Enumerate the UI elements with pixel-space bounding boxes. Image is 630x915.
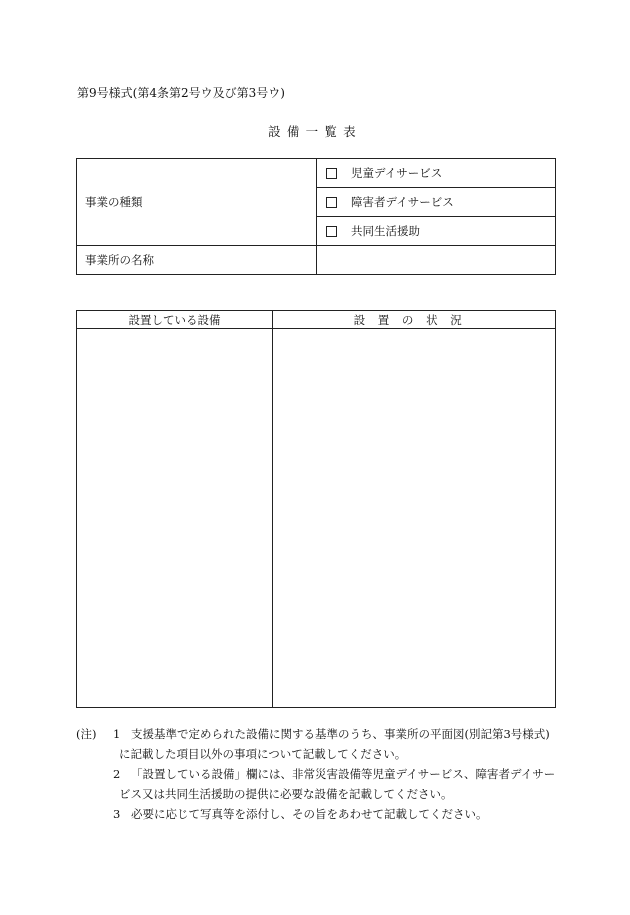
note-text: 「設置している設備」欄には、非常災害設備等児童デイサービス、障害者デイサー — [131, 767, 556, 781]
installation-status-header: 設置の状況 — [273, 311, 556, 329]
note-item — [76, 764, 566, 804]
checkbox-icon[interactable] — [326, 226, 337, 237]
option-label: 共同生活援助 — [351, 224, 420, 238]
note-text: 必要に応じて写真等を添付し、その旨をあわせて記載してください。 — [131, 807, 488, 821]
option-label: 障害者デイサービス — [351, 195, 454, 209]
option-child-day-service[interactable] — [317, 159, 556, 188]
business-type-label: 事業の種類 — [77, 159, 317, 246]
equipment-table — [76, 310, 556, 708]
note-item — [76, 724, 566, 764]
checkbox-icon[interactable] — [326, 197, 337, 208]
note-text-cont: に記載した項目以外の事項について記載してください。 — [119, 747, 407, 761]
notes-section — [76, 724, 566, 824]
note-text: 支援基準で定められた設備に関する基準のうち、事業所の平面図(別記第3号様式) — [131, 727, 550, 741]
installed-equipment-header: 設置している設備 — [77, 311, 273, 329]
note-item — [76, 804, 566, 824]
page-title: 設備一覧表 — [268, 124, 362, 139]
installation-status-field[interactable] — [273, 329, 556, 708]
business-info-table — [76, 158, 556, 275]
office-name-label: 事業所の名称 — [77, 246, 317, 275]
note-text-cont: ビス又は共同生活援助の提供に必要な設備を記載してください。 — [119, 787, 453, 801]
note-number: 2 — [113, 767, 121, 781]
option-label: 児童デイサービス — [351, 166, 443, 180]
option-disabled-day-service[interactable] — [317, 188, 556, 217]
option-group-living-support[interactable] — [317, 217, 556, 246]
checkbox-icon[interactable] — [326, 168, 337, 179]
installed-equipment-field[interactable] — [77, 329, 273, 708]
office-name-field[interactable] — [317, 246, 556, 275]
note-number: 3 — [113, 807, 121, 821]
notes-label: (注) — [76, 727, 97, 741]
form-number: 第9号様式(第4条第2号ウ及び第3号ウ) — [77, 86, 285, 100]
note-number: 1 — [113, 727, 121, 741]
